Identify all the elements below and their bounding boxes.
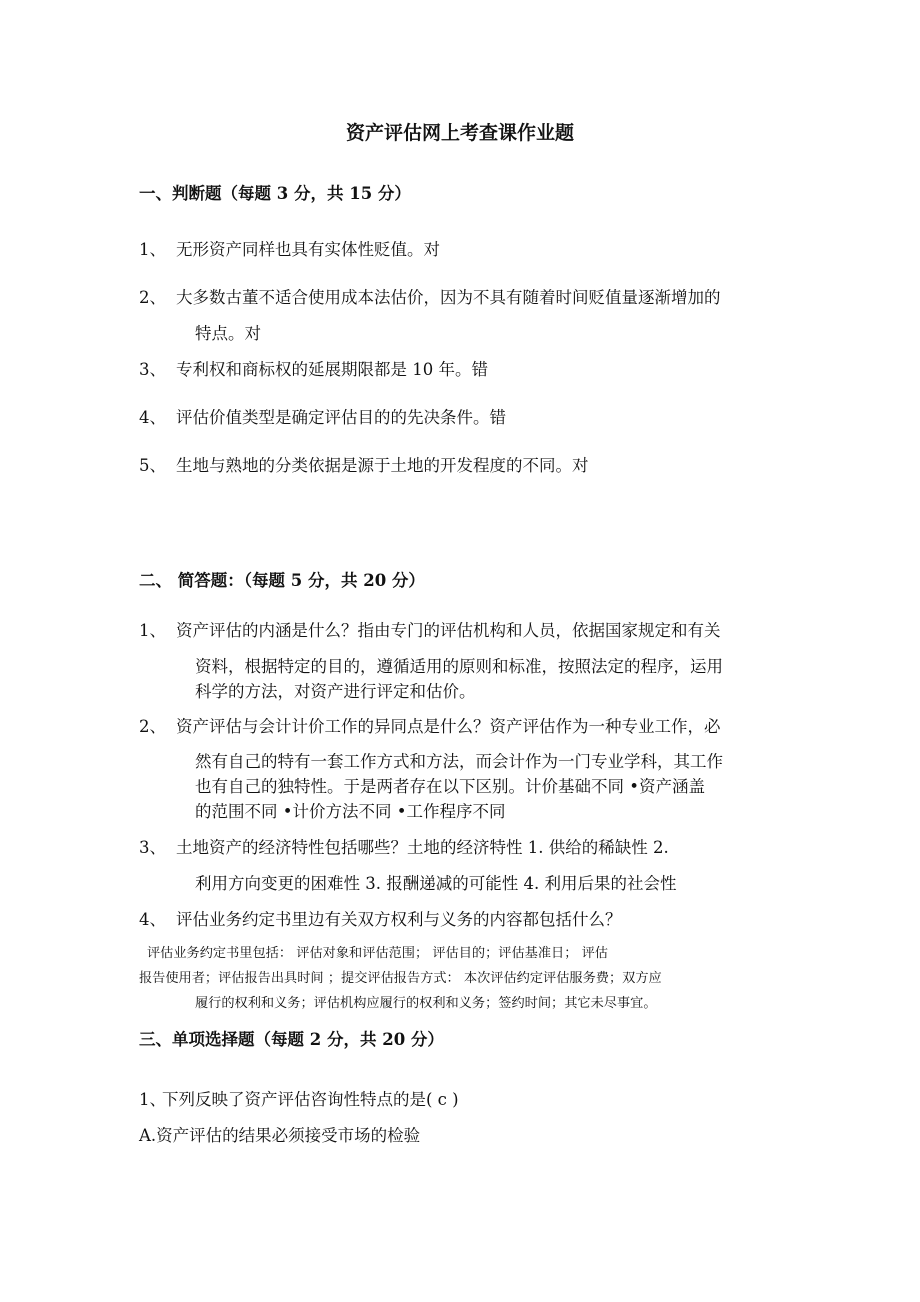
question-text: 下列反映了资产评估咨询性特点的是( c ) bbox=[162, 1090, 459, 1109]
choice-option: A.资产评估的结果必须接受市场的检验 bbox=[139, 1126, 421, 1145]
question-text: 资产评估与会计计价工作的异同点是什么？资产评估作为一种专业工作，必 bbox=[176, 717, 721, 736]
question-text: 资料，根据特定的目的，遵循适用的原则和标准，按照法定的程序，运用 bbox=[195, 657, 723, 676]
question-number: 2、 bbox=[139, 288, 166, 307]
question-number: 2、 bbox=[139, 717, 166, 736]
question-number: 4、 bbox=[139, 408, 166, 427]
page-title: 资产评估网上考查课作业题 bbox=[345, 122, 574, 144]
question-text: 评估业务约定书里边有关双方权利与义务的内容都包括什么？ bbox=[176, 910, 622, 929]
question-text: 科学的方法，对资产进行评定和估价。 bbox=[195, 682, 476, 701]
answer-text: 履行的权利和义务；评估机构应履行的权利和义务；签约时间；其它未尽事宜。 bbox=[195, 996, 657, 1011]
question-number: 1、 bbox=[139, 621, 166, 640]
question-text: 大多数古董不适合使用成本法估价，因为不具有随着时间贬值量逐渐增加的 bbox=[176, 288, 721, 307]
question-text: 利用方向变更的困难性 3. 报酬递减的可能性 4. 利用后果的社会性 bbox=[195, 874, 677, 893]
answer-text: 报告使用者；评估报告出具时间 ；提交评估报告方式： 本次评估约定评估服务费；双方应 bbox=[139, 971, 662, 986]
question-text: 特点。对 bbox=[195, 324, 261, 343]
section-heading-short-answer: 二、 简答题：（每题 5 分，共 20 分） bbox=[139, 571, 425, 590]
question-number: 3、 bbox=[139, 838, 166, 857]
question-text: 生地与熟地的分类依据是源于土地的开发程度的不同。对 bbox=[176, 456, 589, 475]
question-text: 的范围不同 •计价方法不同 •工作程序不同 bbox=[195, 802, 506, 821]
question-number: 4、 bbox=[139, 910, 166, 929]
question-number: 1、 bbox=[139, 1090, 166, 1109]
answer-text: 评估业务约定书里包括： 评估对象和评估范围； 评估目的；评估基准日； 评估 bbox=[147, 946, 608, 961]
question-text: 也有自己的独特性。于是两者存在以下区别。计价基础不同 •资产涵盖 bbox=[195, 777, 705, 796]
section-heading-judgement: 一、判断题（每题 3 分，共 15 分） bbox=[139, 184, 411, 203]
question-text: 土地资产的经济特性包括哪些？土地的经济特性 1. 供给的稀缺性 2. bbox=[176, 838, 669, 857]
question-text: 评估价值类型是确定评估目的的先决条件。错 bbox=[176, 408, 506, 427]
question-number: 1、 bbox=[139, 240, 166, 259]
question-text: 专利权和商标权的延展期限都是 10 年。错 bbox=[176, 360, 488, 379]
question-number: 3、 bbox=[139, 360, 166, 379]
section-heading-single-choice: 三、单项选择题（每题 2 分，共 20 分） bbox=[139, 1030, 444, 1049]
question-text: 资产评估的内涵是什么？指由专门的评估机构和人员，依据国家规定和有关 bbox=[176, 621, 721, 640]
question-number: 5、 bbox=[139, 456, 166, 475]
question-text: 然有自己的特有一套工作方式和方法，而会计作为一门专业学科，其工作 bbox=[195, 752, 723, 771]
question-text: 无形资产同样也具有实体性贬值。对 bbox=[176, 240, 440, 259]
